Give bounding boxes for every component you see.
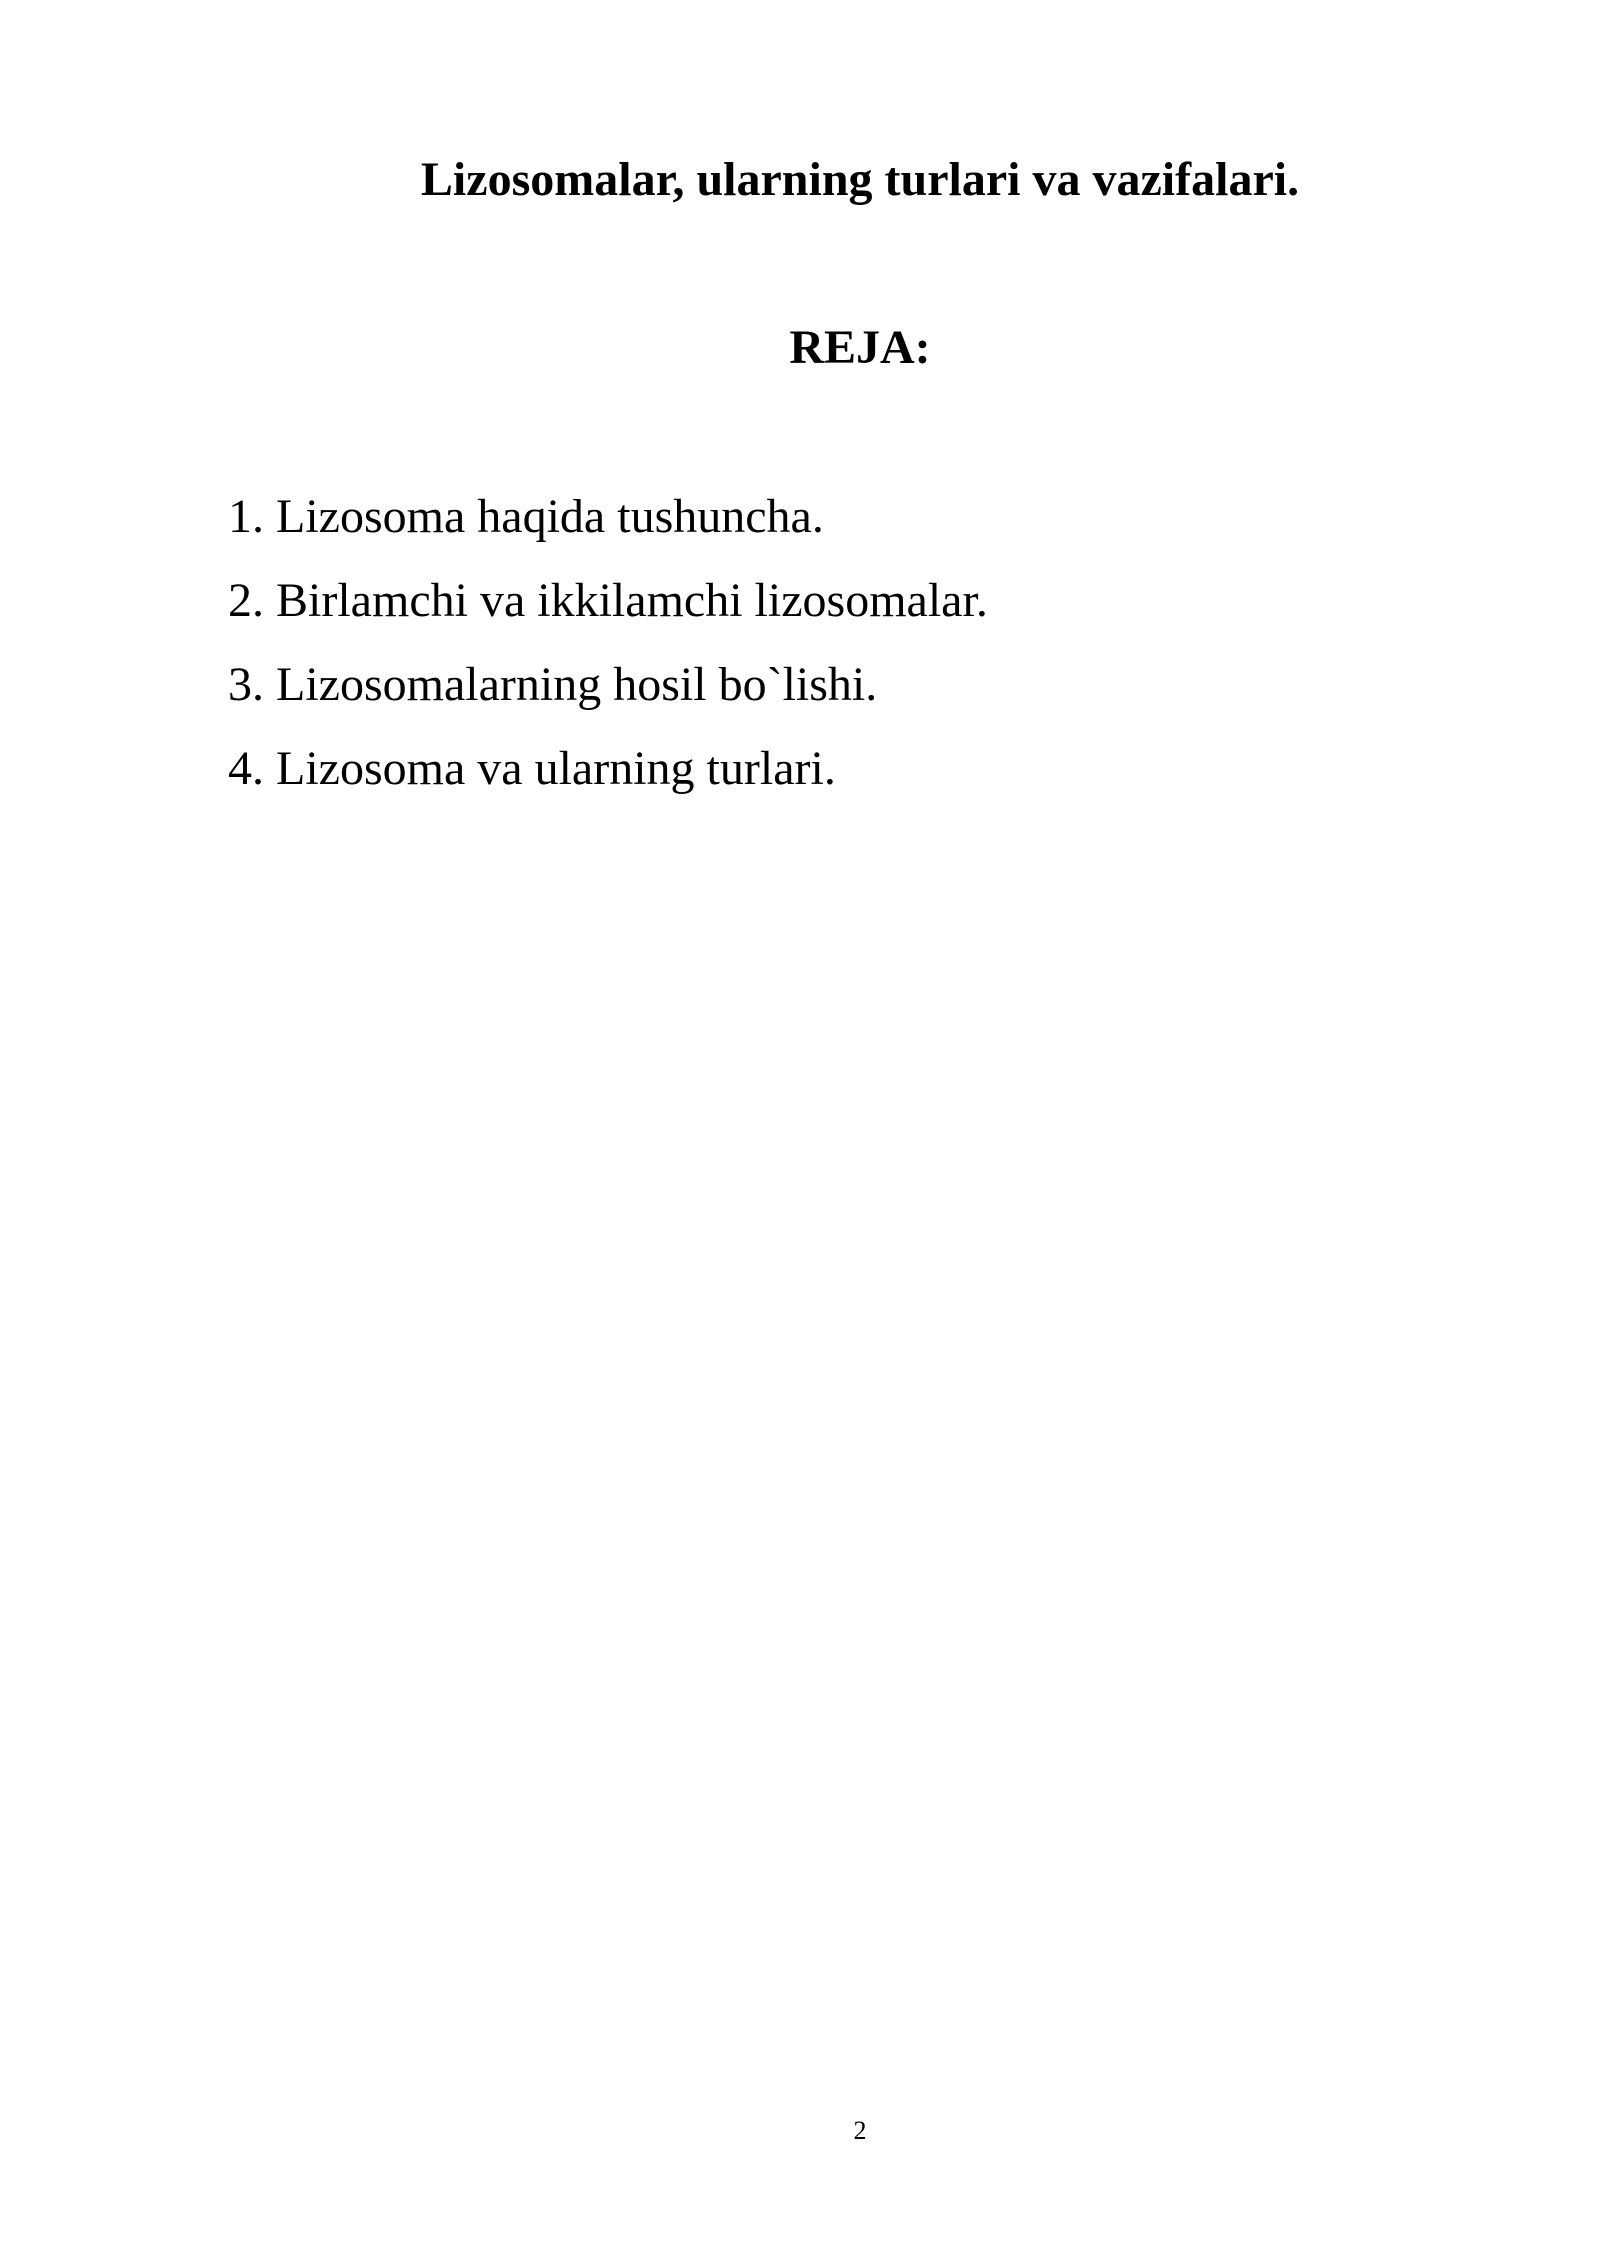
- page-number: 2: [853, 2116, 867, 2145]
- plan-item-1: [228, 487, 1428, 571]
- plan-item-text: Lizosoma va ularning turlari.: [276, 742, 836, 795]
- plan-item-4: [228, 739, 1428, 823]
- plan-item-text: Birlamchi va ikkilamchi lizosomalar.: [276, 574, 988, 627]
- plan-heading: REJA:: [789, 321, 931, 374]
- plan-item-number: 3.: [228, 658, 264, 711]
- plan-item-2: [228, 571, 1428, 655]
- plan-item-number: 4.: [228, 742, 264, 795]
- plan-item-3: [228, 655, 1428, 739]
- plan-list: [228, 487, 1428, 823]
- plan-item-text: Lizosoma haqida tushuncha.: [276, 490, 824, 543]
- plan-item-number: 2.: [228, 574, 264, 627]
- plan-item-number: 1.: [228, 490, 264, 543]
- plan-item-text: Lizosomalarning hosil bo`lishi.: [276, 658, 878, 711]
- document-title: Lizosomalar, ularning turlari va vazifalari.: [420, 153, 1300, 206]
